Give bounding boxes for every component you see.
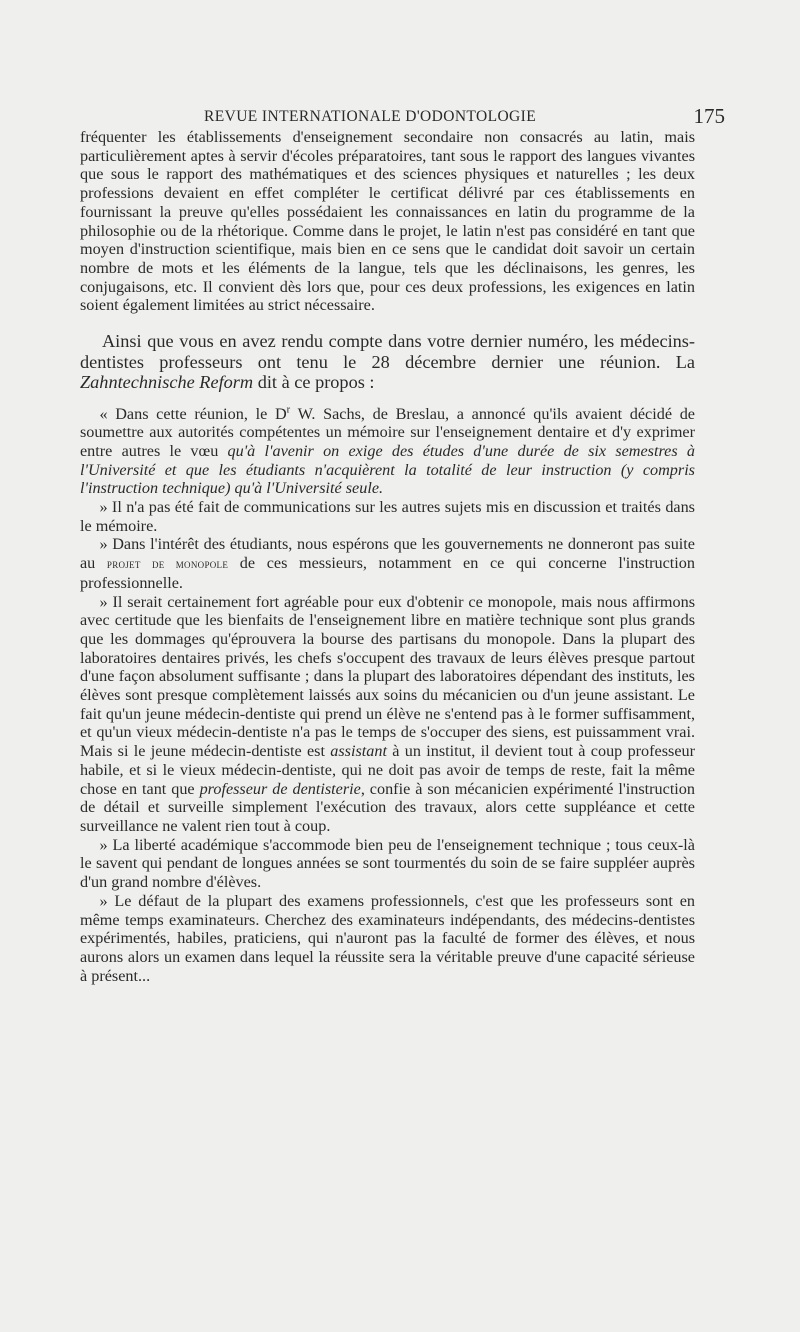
quote-paragraph-3: » Dans l'intérêt des étudiants, nous espérons que les gouvernements ne donneront pas suite au projet de monopole de ces messieurs, notamment en ce qui concerne l'instruction professionnelle. xyxy=(80,535,695,592)
page-number: 175 xyxy=(693,104,725,128)
running-title: REVUE INTERNATIONALE D'ODONTOLOGIE xyxy=(204,108,537,125)
journal-title: Zahntechnische Reform xyxy=(80,372,254,393)
quote-paragraph-6: » Le défaut de la plupart des examens professionnels, c'est que les professeurs sont en même temps examinateurs. Cherchez des examinateurs indépendants, des médecins-dentistes expérimentés, habiles, praticiens, qui n'auront pas la faculté de former des élèves, et nous aurons alors un examen dans lequel la réussite sera la véritable preuve d'une capacité sérieuse à présent... xyxy=(80,891,695,985)
quote-paragraph-1: « Dans cette réunion, le $D^r$ W. Sachs, de Breslau, a annoncé qu'ils avaient décidé de soumettre aux autorités compétentes un mémoire sur l'enseignement dentaire et d'y exprimer entre autres le vœu qu'à l'avenir on exige des études d'une durée de six semestres à l'Université et que les étudiants n'acquièrent la totalité de leur instruction (y compris l'instruction technique) qu'à l'Université seule. xyxy=(80,404,695,498)
monopoly-project-term: projet de monopole xyxy=(106,556,229,572)
body-text xyxy=(80,128,695,985)
quoted-wish: qu'à l'avenir on exige des études d'une durée de six semestres à l'Université et que les étudiants n'acquièrent la totalité de leur instruction (y compris l'instruction technique) qu'à l'Université seule. xyxy=(80,441,695,498)
paragraph-continuation: fréquenter les établissements d'enseignement secondaire non consacrés au latin, mais particulièrement aptes à servir d'écoles préparatoires, tant sous le rapport des langues vivantes que sous le rapport des mathématiques et des sciences physiques et naturelles ; les deux professions devaient en effet compléter le certificat délivré par ces établissements en fournissant la preuve qu'elles possédaient les connaissances en latin du programme de la philosophie ou de la rhétorique. Comme dans le projet, le latin n'est pas considéré en tant que moyen d'instruction scientifique, mais bien en ce sens que le candidat doit savoir un certain nombre de mots et les éléments de la langue, tels que les déclinaisons, les genres, les conjugaisons, etc. Il convient dès lors que, pour ces deux professions, les exigences en latin soient également limitées au strict nécessaire. xyxy=(80,128,695,315)
paragraph-report: Ainsi que vous en avez rendu compte dans votre dernier numéro, les médecins-dentistes professeurs ont tenu le 28 décembre dernier une réunion. La Zahntechnische Reform dit à ce propos : xyxy=(80,331,695,393)
quote-paragraph-4: » Il serait certainement fort agréable pour eux d'obtenir ce monopole, mais nous affirmons avec certitude que les bienfaits de l'enseignement libre en matière technique sont plus grands que les dommages qu'éprouvera la bourse des partisans du monopole. Dans la plupart des laboratoires dentaires privés, les chefs s'occupent des travaux de leurs élèves presque partout d'une façon absolument suffisante ; dans la plupart des laboratoires dépendant des instituts, les élèves sont presque complètement laissés aux soins du mécanicien ou d'un jeune assistant. Le fait qu'un jeune médecin-dentiste qui prend un élève ne s'entend pas à le former suffisamment, et qu'un vieux médecin-dentiste n'a pas le temps de s'occuper des siens, est puissamment vrai. Mais si le jeune médecin-dentiste est assistant à un institut, il devient tout à coup professeur habile, et si le vieux médecin-dentiste, qui ne doit pas avoir de temps de reste, fait la même chose en tant que professeur de dentisterie, confie à son mécanicien expérimenté l'instruction de détail et surveille simplement l'exécution des travaux, alors cette suppléance et cette surveillance ne valent rien tout à coup. xyxy=(80,592,695,835)
quote-paragraph-2: » Il n'a pas été fait de communications sur les autres sujets mis en discussion et traités dans le mémoire. xyxy=(80,498,695,535)
quote-paragraph-5: » La liberté académique s'accommode bien peu de l'enseignement technique ; tous ceux-là le savent qui pendant de longues années se sont tourmentés du soin de se faire suppléer auprès d'un grand nombre d'élèves. xyxy=(80,835,695,892)
